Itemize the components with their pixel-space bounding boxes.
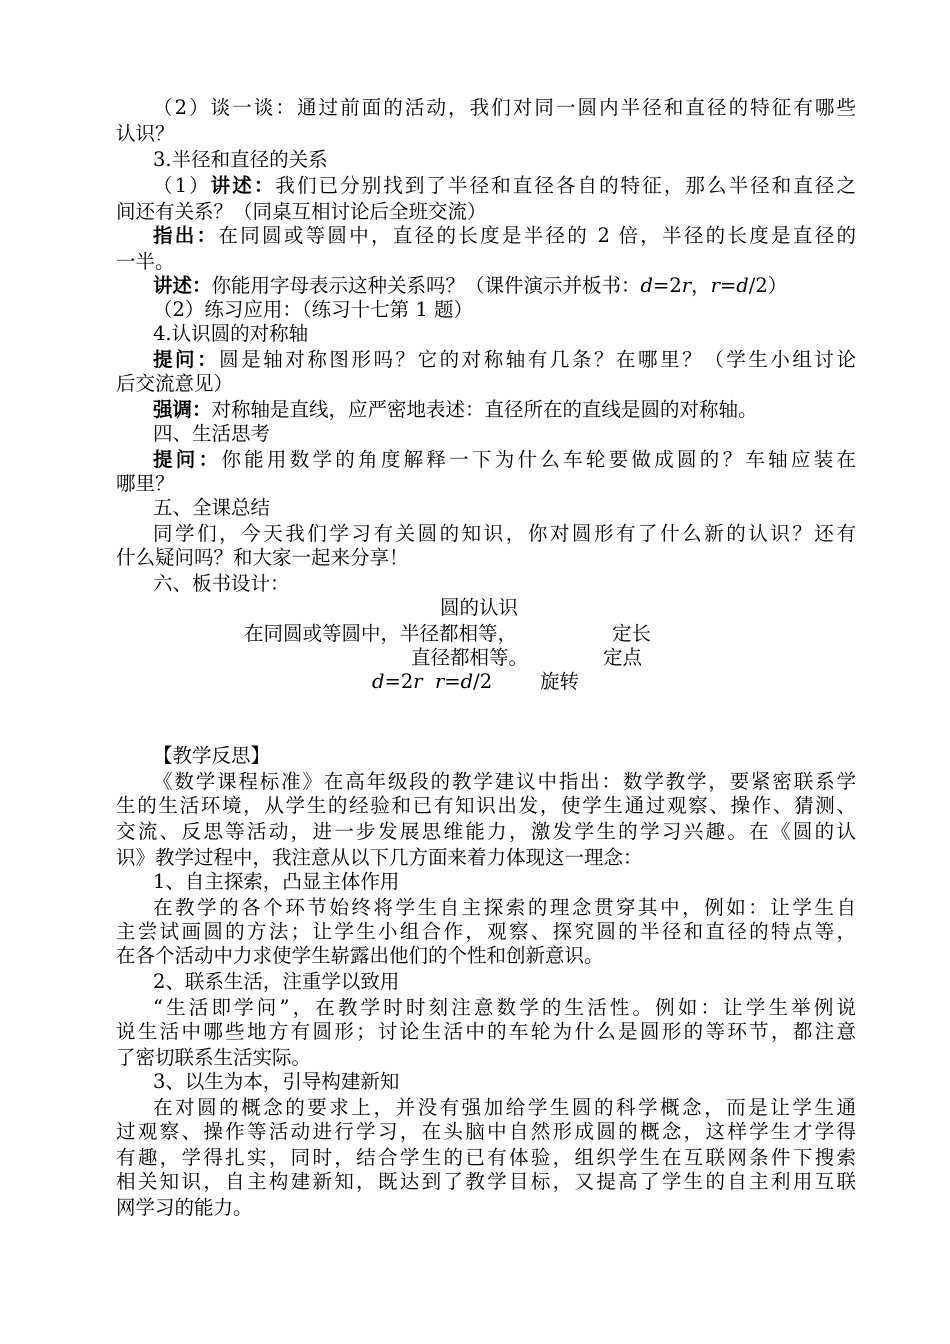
board-formula-r: r — [413, 670, 423, 693]
reflection-point3-line: 网学习的能力。 — [116, 1196, 253, 1219]
say-text: 你能用字母表示这种关系吗？（课件演示并板书： — [211, 274, 641, 297]
board-formula-eq: =2 — [384, 670, 414, 693]
board-title: 圆的认识 — [440, 596, 519, 619]
life-ask-line-2: 哪里？ — [116, 472, 175, 495]
heading-radius-diameter: 3.半径和直径的关系 — [153, 148, 328, 171]
reflection-point1-heading: 1、自主探索，凸显主体作用 — [153, 870, 400, 893]
stress-label: 强调： — [153, 398, 212, 421]
heading-life-thinking: 四、生活思考 — [153, 422, 271, 445]
life-ask-label: 提问： — [153, 448, 222, 471]
reflection-point1-line: 主尝试画圆的方法；让学生小组合作，观察、探究圆的半径和直径的特点等， — [116, 920, 856, 943]
formula-sep: ， — [691, 274, 711, 297]
board-formula-d2: d — [460, 670, 474, 693]
board-formula-eq2: = — [444, 670, 461, 693]
ask-text: 圆是轴对称图形吗？它的对称轴有几条？在哪里？（学生小组讨论 — [219, 348, 856, 371]
summary-line-2: 什么疑问吗？和大家一起来分享！ — [116, 546, 409, 569]
reflection-point2-line: 说生活中哪些地方有圆形；讨论生活中的车轮为什么是圆形的等环节，都注意 — [116, 1020, 856, 1043]
board-row1-left: 在同圆或等圆中，半径都相等， — [244, 622, 518, 645]
explain-text: 我们已分别找到了半径和直径各自的特征，那么半径和直径之 — [275, 174, 856, 197]
heading-board-design: 六、板书设计： — [153, 572, 290, 595]
reflection-point2-line: “生活即学问”，在教学时时刻注意数学的生活性。例如：让学生举例说 — [153, 996, 856, 1019]
practice-line: （2）练习应用：（练习十七第 1 题） — [153, 298, 473, 321]
formula-r2: r — [710, 274, 720, 297]
point-text: 在同圆或等圆中，直径的长度是半径的 2 倍，半径的长度是直径的 — [218, 224, 856, 247]
board-row2-left: 直径都相等。 — [411, 646, 529, 669]
ask-line-1 — [153, 348, 856, 372]
formula-eq2: = — [719, 274, 737, 297]
formula-d: d — [640, 274, 654, 297]
board-formula-d: d — [372, 670, 385, 693]
say-label: 讲述： — [153, 274, 212, 297]
explain-line-1 — [153, 174, 856, 198]
reflection-heading: 【教学反思】 — [153, 744, 271, 767]
talk-line-1: （2）谈一谈：通过前面的活动，我们对同一圆内半径和直径的特征有哪些 — [153, 96, 856, 119]
explain-label: 讲述： — [210, 174, 276, 197]
talk-line-2: 认识？ — [116, 122, 175, 145]
summary-line-1: 同学们，今天我们学习有关圆的知识，你对圆形有了什么新的认识？还有 — [153, 522, 856, 545]
reflection-point3-line: 有趣，学得扎实，同时，结合学生的已有体验，组织学生在互联网条件下搜索 — [116, 1146, 856, 1169]
say-line — [153, 274, 856, 298]
reflection-intro-line: 交流、反思等活动，进一步发展思维能力，激发学生的学习兴趣。在《圆的认 — [116, 820, 856, 843]
point-line-2: 一半。 — [116, 250, 175, 273]
reflection-point1-line: 在各个活动中力求使学生崭露出他们的个性和创新意识。 — [116, 944, 604, 967]
reflection-point3-line: 相关知识，自主构建新知，既达到了教学目标，又提高了学生的自主利用互联 — [116, 1170, 856, 1193]
point-line-1 — [153, 224, 856, 248]
heading-summary: 五、全课总结 — [153, 496, 271, 519]
formula-end: /2） — [748, 274, 788, 297]
reflection-point1-line: 在教学的各个环节始终将学生自主探索的理念贯穿其中，例如：让学生自 — [153, 896, 856, 919]
reflection-point3-line: 过观察、操作等活动进行学习，在头脑中自然形成圆的概念，这样学生才学得 — [116, 1120, 856, 1143]
life-ask-line-1 — [153, 448, 856, 472]
point-label: 指出： — [153, 224, 219, 247]
reflection-point3-line: 在对圆的概念的要求上，并没有强加给学生圆的科学概念，而是让学生通 — [153, 1096, 856, 1119]
stress-line — [153, 398, 856, 422]
reflection-intro-line: 识》教学过程中，我注意从以下几方面来着力体现这一理念： — [116, 846, 643, 869]
heading-symmetry: 4.认识圆的对称轴 — [153, 322, 309, 345]
ask-label: 提问： — [153, 348, 220, 371]
board-row1-right: 定长 — [612, 622, 652, 645]
board-formula-end: /2 — [473, 670, 493, 693]
reflection-point2-heading: 2、联系生活，注重学以致用 — [153, 970, 400, 993]
reflection-point3-heading: 3、以生为本，引导构建新知 — [153, 1070, 400, 1093]
board-row3-right: 旋转 — [540, 670, 580, 693]
formula-r: r — [681, 274, 692, 297]
board-row2-right: 定点 — [603, 646, 643, 669]
stress-text: 对称轴是直线，应严密地表述：直径所在的直线是圆的对称轴。 — [211, 398, 758, 421]
board-row3-formula — [372, 670, 492, 694]
reflection-intro-line: 生的生活环境，从学生的经验和已有知识出发，使学生通过观察、操作、猜测、 — [116, 794, 856, 817]
formula-eq: =2 — [653, 274, 682, 297]
board-formula-r2: r — [434, 670, 445, 693]
formula-d2: d — [736, 274, 749, 297]
reflection-point2-line: 了密切联系生活实际。 — [116, 1046, 312, 1069]
explain-line-2: 间还有关系？（同桌互相讨论后全班交流） — [116, 200, 487, 223]
reflection-intro-line: 《数学课程标准》在高年级段的教学建议中指出：数学教学，要紧密联系学 — [153, 770, 856, 793]
ask-line-2: 后交流意见） — [116, 372, 234, 395]
explain-number: （1） — [153, 174, 211, 197]
life-ask-text: 你能用数学的角度解释一下为什么车轮要做成圆的？车轴应装在 — [221, 448, 856, 471]
